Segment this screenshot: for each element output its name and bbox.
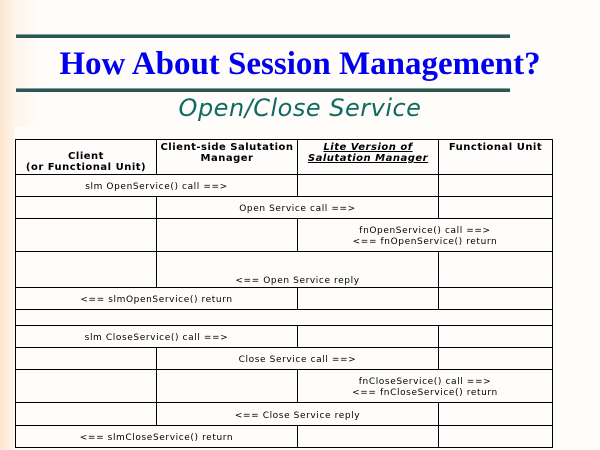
open-slm-return-cell <box>16 288 298 310</box>
empty-cell <box>16 197 157 219</box>
table-row <box>16 326 553 348</box>
empty-cell <box>439 197 553 219</box>
header-client-side-manager <box>157 140 298 175</box>
close-fn-call-text: fnCloseService() call ==> <box>358 377 492 387</box>
spacer-row <box>16 310 553 326</box>
open-fn-return-text: <== fnOpenService() return <box>352 237 498 247</box>
close-service-call-cell <box>157 348 439 370</box>
empty-cell <box>439 326 553 348</box>
empty-cell <box>439 426 553 448</box>
header-functional-unit <box>439 140 553 175</box>
header-client-line1: Client <box>68 151 104 162</box>
empty-cell <box>16 370 157 403</box>
empty-cell <box>439 288 553 310</box>
close-service-call-text: Close Service call ==> <box>238 355 357 365</box>
close-fn-cell <box>298 370 553 403</box>
empty-cell <box>16 252 157 288</box>
open-service-call-cell <box>157 197 439 219</box>
empty-cell <box>439 348 553 370</box>
table-row <box>16 288 553 310</box>
empty-cell <box>298 288 439 310</box>
table-row <box>16 175 553 197</box>
open-service-call-text: Open Service call ==> <box>239 204 356 214</box>
empty-cell <box>298 175 439 197</box>
open-service-reply-cell <box>157 252 439 288</box>
open-fn-cell <box>298 219 553 252</box>
header-functional-unit-label: Functional Unit <box>448 142 543 153</box>
open-slm-return-text: <== slmOpenService() return <box>80 295 233 305</box>
table-row <box>16 197 553 219</box>
close-slm-call-cell <box>16 326 298 348</box>
table-row <box>16 348 553 370</box>
close-fn-return-text: <== fnCloseService() return <box>352 388 498 398</box>
header-lite-line1: Lite Version of <box>323 142 413 153</box>
empty-cell <box>298 426 439 448</box>
close-slm-return-text: <== slmCloseService() return <box>79 433 234 443</box>
close-service-reply-text: <== Close Service reply <box>234 411 361 421</box>
slide-title: How About Session Management? <box>59 46 541 82</box>
slide-subtitle: Open/Close Service <box>178 94 422 122</box>
table-row <box>16 426 553 448</box>
open-fn-call-text: fnOpenService() call ==> <box>359 226 491 236</box>
table-row <box>16 219 553 252</box>
empty-cell <box>16 219 157 252</box>
empty-cell <box>16 348 157 370</box>
empty-cell <box>298 326 439 348</box>
table-row <box>16 403 553 426</box>
table-row <box>16 370 553 403</box>
close-service-reply-cell <box>157 403 439 426</box>
empty-cell <box>16 403 157 426</box>
empty-cell <box>16 310 553 326</box>
header-lite-line2: Salutation Manager <box>307 153 429 164</box>
header-client-side-line1: Client-side Salutation <box>160 142 294 153</box>
empty-cell <box>439 252 553 288</box>
open-slm-call-text: slm OpenService() call ==> <box>85 182 228 192</box>
close-slm-return-cell <box>16 426 298 448</box>
open-service-reply-text: <== Open Service reply <box>235 276 360 286</box>
header-row <box>16 140 553 175</box>
title-rule-top <box>16 34 510 38</box>
empty-cell <box>439 403 553 426</box>
header-lite-manager <box>298 140 439 175</box>
table-row <box>16 252 553 288</box>
empty-cell <box>439 175 553 197</box>
empty-cell <box>157 219 298 252</box>
header-client <box>16 140 157 175</box>
close-slm-call-text: slm CloseService() call ==> <box>84 333 229 343</box>
open-slm-call-cell <box>16 175 298 197</box>
empty-cell <box>157 370 298 403</box>
header-client-line2: (or Functional Unit) <box>25 162 147 173</box>
sequence-table <box>15 139 553 448</box>
header-client-side-line2: Manager <box>200 153 254 164</box>
